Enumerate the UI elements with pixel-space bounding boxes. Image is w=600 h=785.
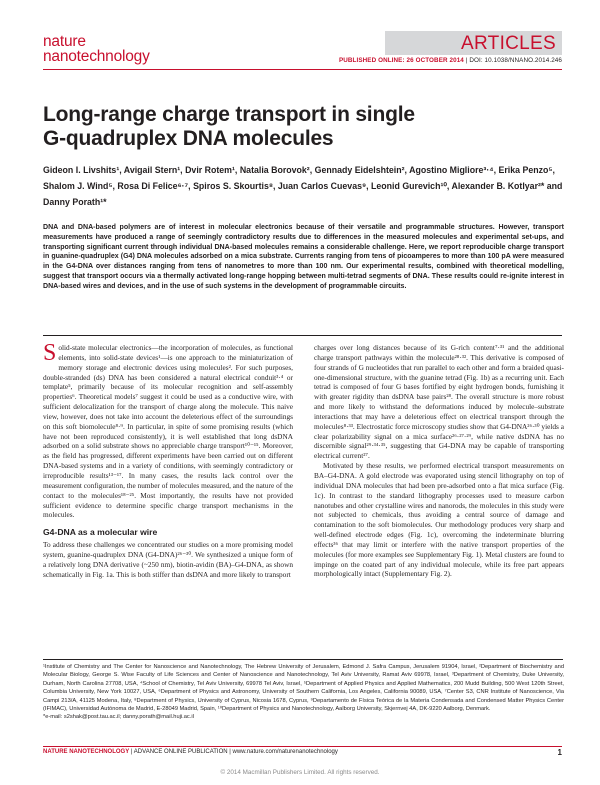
body-paragraph: charges over long distances because of its G-rich content⁷·³¹ and the additional charge transport pathways within the molecule²⁸·³². This derivative is composed of four strands of G nucleotides that run parallel to each other and form a braided quasi-one-dimensional structure, with the guanine tetrad (Fig. 1b) as a recurring unit. Each tetrad is composed of four G bases fortified by eight hydrogen bonds, furnishing it with greater rigidity than dsDNA base pairs²⁸. The overall structure is more robust and more likely to withstand the deformations induced by molecule–substrate interactions that may have a deleterious effect on electrical transport through the molecules⁸·³³. Electrostatic force microscopy studies show that G4-DNA²⁶·³⁰ yields a clear polarizability signal on a mica surface²⁶·²⁷·²⁹, while native dsDNA has no discernible signal²⁹·³⁴·³⁵, suggesting that G4-DNA may be capable of transporting electrical current²⁷.: [314, 343, 564, 461]
body-column-right: [314, 343, 564, 579]
doi[interactable]: | DOI: 10.1038/NNANO.2014.246: [463, 57, 562, 64]
footer-journal: NATURE NANOTECHNOLOGY: [43, 749, 130, 755]
intro-paragraph: [43, 340, 293, 520]
contact-email[interactable]: *e-mail: s2shak@post.tau.ac.il; danny.porath@mail.huji.ac.il: [43, 714, 194, 721]
copyright-notice: © 2014 Macmillan Publishers Limited. All rights reserved.: [220, 769, 380, 776]
published-date: PUBLISHED ONLINE: 26 OCTOBER 2014: [338, 57, 464, 64]
header-rule: [43, 69, 562, 70]
logo-nature: nature: [43, 33, 86, 50]
page-footer: [43, 749, 563, 755]
section-label: ARTICLES: [461, 33, 556, 54]
article-title: Long-range charge transport in single G-quadruplex DNA molecules: [43, 103, 415, 150]
footnote-rule: [43, 659, 563, 660]
body-column-left: [43, 340, 293, 579]
journal-logo[interactable]: [43, 34, 150, 64]
footer-publication-info[interactable]: | ADVANCE ONLINE PUBLICATION | www.nature.com/naturenanotechnology: [129, 749, 338, 755]
abstract: DNA and DNA-based polymers are of interest in molecular electronics because of their versatile and programmable structures. However, transport measurements have produced a range of seemingly contradictory results due to differences in the measured molecules and experimental set-ups, and transporting significant current through individual DNA-based molecules remains a considerable challenge. Here, we report reproducible charge transport in guanine-quadruplex (G4) DNA molecules adsorbed on a mica substrate. Currents ranging from tens of picoamperes to more than 100 pA were measured in the G4-DNA over distances ranging from tens of nanometres to more than 100 nm. Our experimental results, combined with theoretical modelling, suggest that transport occurs via a thermally activated long-range hopping between multi-tetrad segments of DNA. These results could re-ignite interest in DNA-based wires and devices, and in the use of such systems in the development of programmable circuits.: [43, 224, 564, 290]
intro-text: olid-state molecular electronics—the incorporation of molecules, as functional elements, into solid-state devices¹—is one approach to the miniaturization of memory storage and electronic devices using molecules². For such purposes, double-stranded (ds) DNA has been considered a natural electrical conduit³·⁴ or template⁵, primarily because of its molecular recognition and self-assembly properties⁶. Theoretical models⁷ suggest it could be used as a conductive wire, with sufficient delocalization for the transport of charge along the molecule. This naive view, however, does not take into account the deleterious effect of the surroundings on this soft biomolecule⁸·⁹. In particular, in spite of some promising results (which have not been reproduced consistently), it is well established that long dsDNA adsorbed on a solid substrate shows no appreciable charge transport¹⁰⁻¹⁵. Moreover, as the field has progressed, different experiments have been carried out on different DNA-based systems and in a variety of conditions, with seemingly contradictory or irreproducible results¹³⁻¹⁷. In many cases, the results lack control over the measurement configuration, the number of molecules measured, and the nature of the contact to the molecules¹⁸⁻²⁵. Most importantly, the results have not provided sufficient evidence to determine specific charge transport mechanisms in the molecules.: [43, 343, 293, 520]
abstract-rule: [43, 335, 562, 336]
drop-cap: S: [43, 340, 57, 366]
section-banner: [385, 31, 562, 55]
body-paragraph: To address these challenges we concentrated our studies on a more promising model system, guanine-quadruplex DNA (G4-DNA)²⁶⁻³⁰. We synthesized a unique form of a relatively long DNA derivative (~250 nm), biotin-avidin (BA)–G4-DNA, as shown schematically in Fig. 1a. This is both stiffer than dsDNA and more likely to transport: [43, 540, 293, 579]
logo-nanotechnology: nanotechnology: [43, 48, 150, 65]
publication-line: [339, 57, 562, 64]
author-list: Gideon I. Livshits¹, Avigail Stern¹, Dvir Rotem¹, Natalia Borovok², Gennady Eidelshtein², Agostino Migliore³·⁴, Erika Penzo⁵, Shalom J. Wind⁵, Rosa Di Felice⁶·⁷, Spiros S. Skourtis⁸, Juan Carlos Cuevas⁹, Leonid Gurevich¹⁰, Alexander B. Kotlyar²* and Danny Porath¹*: [43, 165, 563, 207]
page-number: 1: [557, 748, 562, 757]
affiliations-text: ¹Institute of Chemistry and The Center for Nanoscience and Nanotechnology, The Hebrew University of Jerusalem, Edmond J. Safra Campus, Jerusalem 91904, Israel, ²Department of Biochemistry and Molecular Biology, George S. Wise Faculty of Life Sciences and Center of Nanoscience and Nanotechnology, Tel Aviv University, Ramat Aviv 69978, Israel, ³Department of Chemistry, Duke University, Durham, North Carolina 27708, USA, ⁴School of Chemistry, Tel Aviv University, 69978 Tel Aviv, Israel, ⁵Department of Applied Physics and Applied Mathematics, 200 Mudd Building, 500 West 120th Street, Columbia University, New York 10027, USA, ⁶Department of Physics and Astronomy, University of Southern California, Los Angeles, California 90089, USA, ⁷Center S3, CNR Institute of Nanoscience, Via Campi 213/A, 41125 Modena, Italy, ⁸Department of Physics, University of Cyprus, Nicosia 1678, Cyprus, ⁹Departamento de Física Teórica de la Materia Condensada and Condensed Matter Physics Center (IFIMAC), Universidad Autónoma de Madrid, E-28049 Madrid, Spain, ¹⁰Department of Physics and Nanotechnology, Aalborg University, Skjernvej 4A, DK-9220 Aalborg, Denmark.: [43, 664, 564, 713]
body-paragraph: Motivated by these results, we performed electrical transport measurements on BA–G4-DNA. A gold electrode was evaporated using stencil lithography on top of individual DNA molecules that had been pre-adsorbed onto a flat mica surface (Fig. 1c). In contrast to the standard lithography processes used to measure carbon nanotubes and other crystalline wires and nanorods, the molecules in this study were not subjected to chemicals, thus avoiding a central source of damage and contamination to the soft biomolecules. Our methodology produces very sharp and well-defined electrode edges (Fig. 1c), overcoming the indeterminate blurring effects³⁶ that may limit or interfere with the native transport properties of the molecules (for more examples see Supplementary Fig. 1). Metal clusters are found to impinge on the coated part of any individual molecule, while its free part appears morphologically intact (Supplementary Fig. 2).: [314, 461, 564, 579]
section-heading: G4-DNA as a molecular wire: [43, 527, 158, 538]
footer-rule: [43, 746, 562, 747]
affiliations-footnote: [43, 663, 564, 722]
